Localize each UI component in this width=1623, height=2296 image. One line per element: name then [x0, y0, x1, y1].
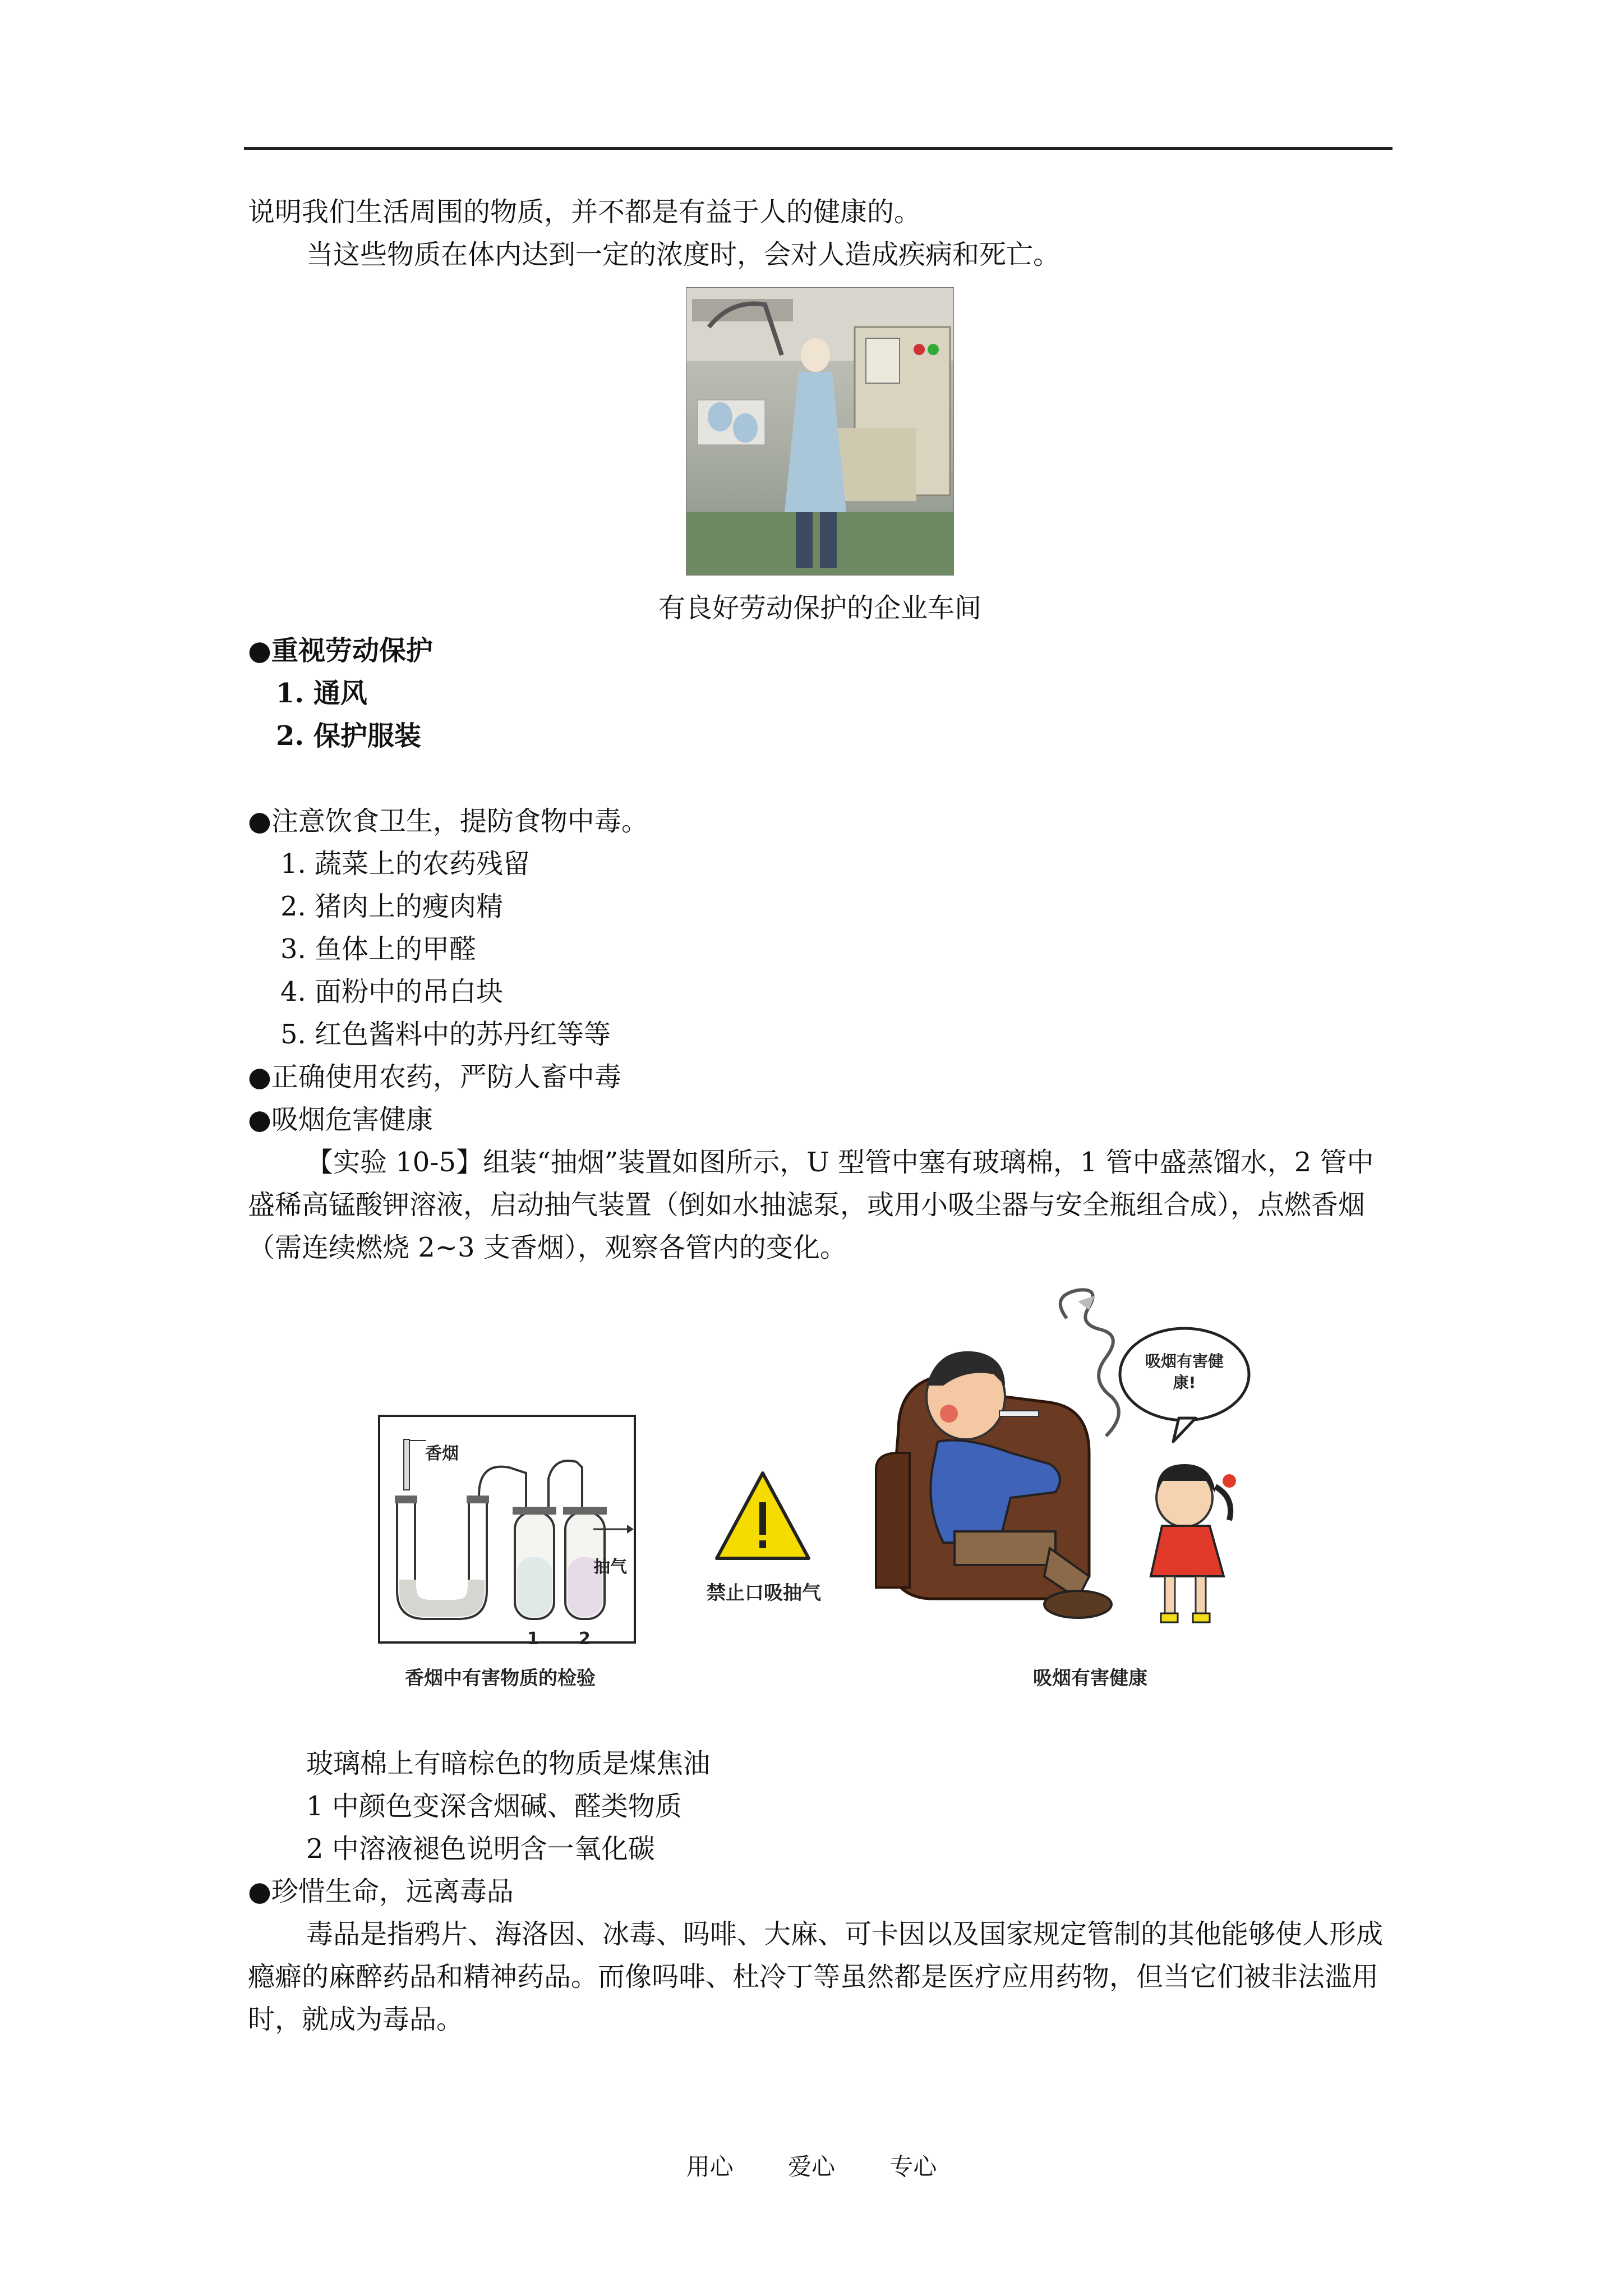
footer-word-3: 专心	[889, 2153, 937, 2180]
header-rule	[244, 147, 1393, 150]
blank-line	[248, 757, 1392, 800]
result-2: 1 中颜色变深含烟碱、醛类物质	[306, 1791, 682, 1822]
cigarette-label: 香烟	[425, 1444, 459, 1464]
labor-item-1: 1. 通风	[276, 678, 367, 709]
smoking-cartoon	[865, 1285, 1291, 1644]
footer-word-2: 爱心	[787, 2153, 835, 2180]
food-item-5: 5. 红色酱料中的苏丹红等等	[280, 1019, 611, 1050]
smoking-cartoon-illustration	[865, 1285, 1291, 1644]
speech-bubble-text: 吸烟有害健康!	[1145, 1352, 1224, 1392]
apparatus-diagram	[378, 1415, 636, 1649]
labor-item-2: 2. 保护服装	[276, 720, 421, 752]
food-item-1: 1. 蔬菜上的农药残留	[280, 848, 531, 880]
paragraph-intro: 说明我们生活周围的物质，并不都是有益于人的健康的。	[248, 196, 921, 228]
experiment-text: 组装“抽烟”装置如图所示，U 型管中塞有玻璃棉，1 管中盛蒸馏水，2 管中盛稀高锰酸钾溶液，启动抽气装置（倒如水抽滤泵，或用小吸尘器与安全瓶组合成），点燃香烟（需连续燃烧 2~3 支香烟），观察各管内的变化。	[248, 1147, 1374, 1263]
experiment-paragraph	[248, 1141, 1392, 1269]
section-pesticide-title: ●正确使用农药，严防人畜中毒	[248, 1061, 621, 1093]
food-item-3: 3. 鱼体上的甲醛	[280, 933, 477, 965]
exhaust-label: 抽气	[593, 1557, 627, 1577]
section-food-title: ●注意饮食卫生，提防食物中毒。	[248, 806, 648, 837]
workshop-photo-illustration	[686, 288, 953, 575]
warning-sign	[712, 1469, 813, 1564]
workshop-caption: 有良好劳动保护的企业车间	[658, 592, 981, 624]
tube-2-label: 2	[579, 1629, 591, 1649]
page-footer	[0, 2148, 1623, 2182]
warning-triangle-icon	[712, 1469, 813, 1564]
warning-text: 禁止口吸抽气	[707, 1582, 821, 1604]
tube-1-label: 1	[527, 1629, 539, 1649]
section-drugs-title: ●珍惜生命，远离毒品	[248, 1876, 514, 1907]
section-smoking-title: ●吸烟危害健康	[248, 1104, 433, 1135]
apparatus-drawing	[380, 1417, 634, 1641]
section-labor-title: ●重视劳动保护	[248, 635, 433, 666]
food-item-2: 2. 猪肉上的瘦肉精	[280, 891, 504, 922]
smoking-figure-row	[248, 1285, 1392, 1722]
food-item-4: 4. 面粉中的吊白块	[280, 976, 504, 1007]
workshop-photo	[686, 287, 954, 576]
apparatus-caption: 香烟中有害物质的检验	[405, 1667, 596, 1690]
footer-word-1: 用心	[686, 2153, 734, 2180]
cartoon-caption: 吸烟有害健康	[1033, 1667, 1147, 1690]
result-1: 玻璃棉上有暗棕色的物质是煤焦油	[306, 1748, 711, 1779]
experiment-label: 【实验 10-5】	[306, 1147, 483, 1178]
drugs-paragraph: 毒品是指鸦片、海洛因、冰毒、吗啡、大麻、可卡因以及国家规定管制的其他能够使人形成瘾癖的麻醉药品和精神药品。而像吗啡、杜冷丁等虽然都是医疗应用药物，但当它们被非法滥用时，就成为毒品。	[248, 1918, 1384, 2035]
document-body	[248, 191, 1392, 2041]
paragraph-concentration: 当这些物质在体内达到一定的浓度时，会对人造成疾病和死亡。	[306, 239, 1061, 270]
result-3: 2 中溶液褪色说明含一氧化碳	[306, 1833, 655, 1865]
